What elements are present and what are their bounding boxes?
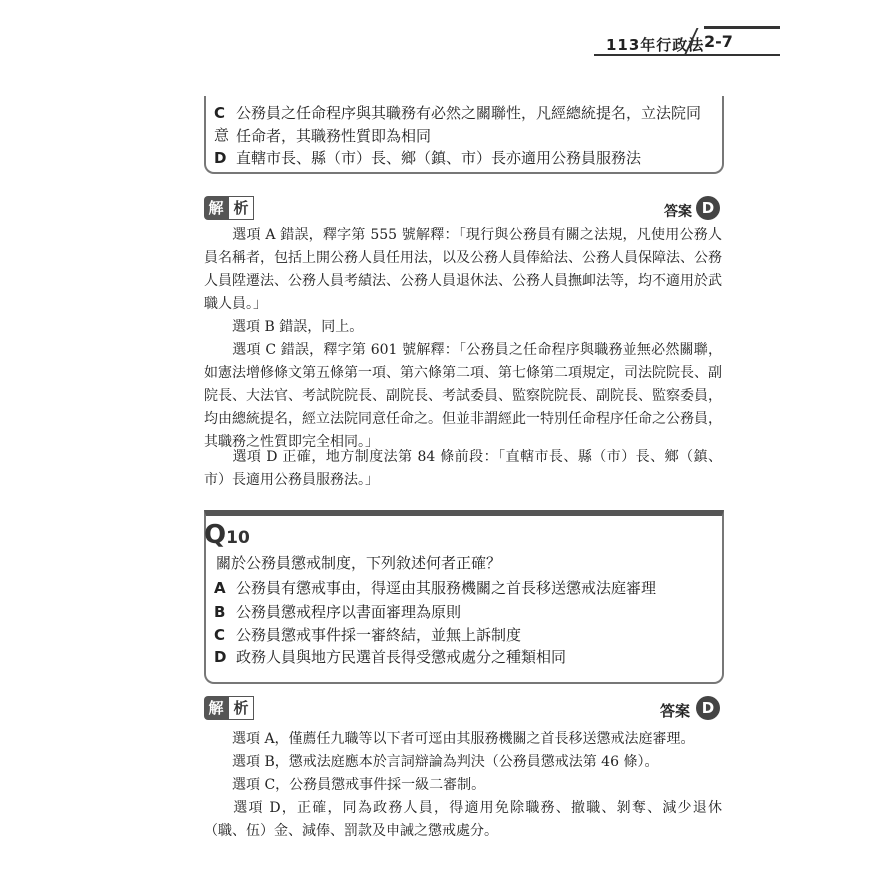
option-b	[214, 601, 714, 623]
analysis-icon	[204, 196, 254, 220]
question-stem: 關於公務員懲戒制度，下列敘述何者正確？	[216, 554, 502, 572]
answer-label: 答案	[664, 204, 692, 220]
option-text: 直轄市長、縣（市）長、鄉（鎮、市）長亦適用公務員服務法	[236, 149, 642, 167]
analysis-paragraph: 選項 D 正確，地方制度法第 84 條前段：「直轄市長、縣（市）長、鄉（鎮、市）長適用公務員服務法。」	[204, 449, 722, 488]
option-a	[214, 577, 714, 599]
answer-badge: D	[696, 696, 720, 720]
analysis-icon-left: 解	[204, 196, 228, 220]
prev-option-d	[214, 147, 714, 169]
analysis-icon	[204, 696, 254, 720]
header-rule	[594, 54, 780, 56]
analysis-paragraph: 選項 B 錯誤，同上。	[232, 319, 364, 335]
option-text: 公務員懲戒事件採一審終結，並無上訴制度	[236, 626, 522, 644]
answer-label: 答案	[660, 702, 691, 720]
analysis-icon-right: 析	[228, 696, 254, 720]
header-accent-bar	[704, 26, 780, 29]
page-number: 2-7	[704, 32, 733, 51]
analysis-paragraph: 選項 C，公務員懲戒事件採一級二審制。	[232, 777, 486, 793]
option-text: 公務員懲戒程序以書面審理為原則	[236, 603, 462, 621]
option-letter: D	[214, 149, 227, 167]
option-c	[214, 624, 714, 646]
book-title: 113年行政法	[606, 36, 705, 54]
option-letter: B	[214, 603, 226, 621]
analysis-paragraph: 選項 A，僅薦任九職等以下者可逕由其服務機關之首長移送懲戒法庭審理。	[232, 731, 695, 747]
prev-option-c-cont	[236, 125, 716, 147]
option-text: 公務員有懲戒事由，得逕由其服務機關之首長移送懲戒法庭審理	[236, 579, 657, 597]
analysis-paragraph: 選項 B，懲戒法庭應本於言詞辯論為判決（公務員懲戒法第 46 條）。	[232, 754, 659, 770]
analysis-icon-left: 解	[204, 696, 228, 720]
analysis-icon-right: 析	[228, 196, 254, 220]
question-number: Q10	[204, 520, 250, 550]
option-text: 政務人員與地方民選首長得受懲戒處分之種類相同	[236, 648, 567, 666]
option-letter: A	[214, 579, 226, 597]
option-text: 任命者，其職務性質即為相同	[236, 127, 432, 145]
option-text: 公務員之任命程序與其職務有必然之關聯性，凡經總統提名，立法院同意	[214, 104, 702, 144]
option-d	[214, 646, 714, 668]
option-letter: C	[214, 104, 226, 122]
analysis-paragraph: 選項 C 錯誤，釋字第 601 號解釋：「公務員之任命程序與職務並無必然關聯，如憲法增修條文第五條第一項、第六條第二項、第七條第二項規定，司法院院長、副院長、大法官、考試院院長、副院長、考試委員、監察院院長、副院長、監察委員，均由總統提名，經立法院同意任命之。但並非謂經此一特別任命程序任命之公務員，其職務之性質即完全相同。」	[204, 342, 722, 450]
analysis-paragraph: 選項 A 錯誤，釋字第 555 號解釋：「現行與公務員有關之法規，凡使用公務人員名稱者，包括上開公務人員任用法，以及公務人員俸給法、公務人員保障法、公務人員陞遷法、公務人員考績法、公務人員退休法、公務人員撫卹法等，均不適用於武職人員。」	[204, 227, 722, 312]
analysis-paragraph: 選項 D，正確，同為政務人員，得適用免除職務、撤職、剝奪、減少退休（職、伍）金、減俸、罰款及申誡之懲戒處分。	[204, 800, 722, 839]
answer-badge: D	[696, 196, 720, 220]
option-letter: D	[214, 648, 227, 666]
option-letter: C	[214, 626, 226, 644]
